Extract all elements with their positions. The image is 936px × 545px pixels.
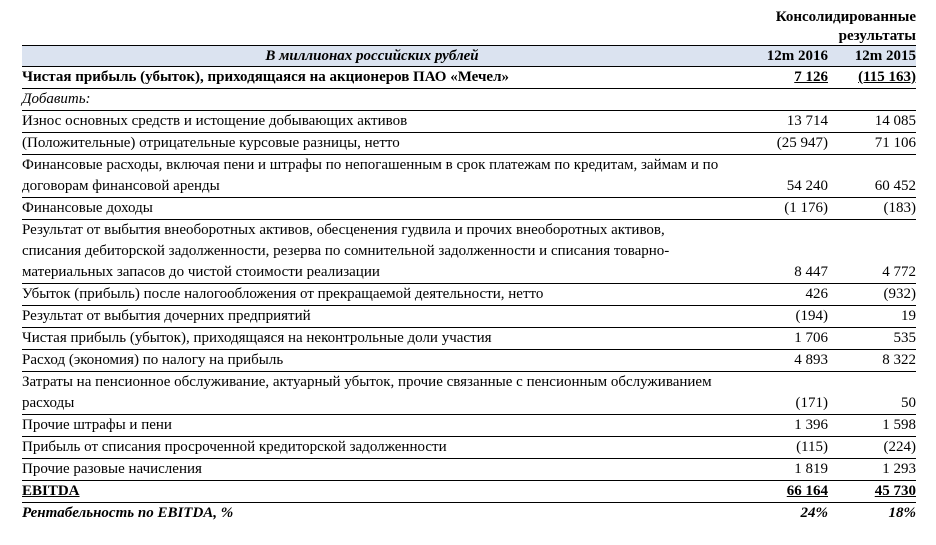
value-2016: 4 893 xyxy=(794,352,828,368)
value-2016: 24% xyxy=(800,505,828,521)
unit-label: В миллионах российских рублей xyxy=(265,48,479,64)
value-2015: 19 xyxy=(901,308,916,324)
value-2016: (25 947) xyxy=(776,135,828,151)
table-row xyxy=(22,437,916,459)
table-row xyxy=(22,372,916,415)
column-header-2016: 12m 2016 xyxy=(766,48,828,64)
value-2015: (183) xyxy=(883,200,916,216)
row-label: Результат от выбытия внеоборотных активов, обесценения гудвила и прочих внеоборотных активов, списания дебиторской задолженности, резерва по сомнительной задолженности и списания товарно-материальных запасов до чистой стоимости реализации xyxy=(22,222,670,280)
row-label: Расход (экономия) по налогу на прибыль xyxy=(22,352,284,368)
value-2015: (115 163) xyxy=(858,69,916,85)
value-2016: (1 176) xyxy=(784,200,828,216)
value-2016: 426 xyxy=(805,286,828,302)
value-2015: 535 xyxy=(893,330,916,346)
table-row-ebitda xyxy=(22,481,916,503)
table-header-row xyxy=(22,45,916,67)
table-row xyxy=(22,220,916,284)
table-row xyxy=(22,350,916,372)
value-2016: (194) xyxy=(795,308,828,324)
table-row xyxy=(22,133,916,155)
row-label: Износ основных средств и истощение добывающих активов xyxy=(22,113,408,129)
table-row-ebitda-margin xyxy=(22,503,916,524)
row-label: Добавить: xyxy=(22,91,91,107)
row-label: Прочие разовые начисления xyxy=(22,461,202,477)
value-2016: 1 706 xyxy=(794,330,828,346)
value-2015: 4 772 xyxy=(882,264,916,280)
table-row xyxy=(22,459,916,481)
row-label: (Положительные) отрицательные курсовые разницы, нетто xyxy=(22,135,400,151)
row-label: Чистая прибыль (убыток), приходящаяся на неконтрольные доли участия xyxy=(22,330,492,346)
table-row xyxy=(22,111,916,133)
row-label: Прочие штрафы и пени xyxy=(22,417,172,433)
financial-table xyxy=(22,0,916,524)
table-row-net-profit xyxy=(22,67,916,89)
row-label: Убыток (прибыль) после налогообложения от прекращаемой деятельности, нетто xyxy=(22,286,544,302)
value-2016: 7 126 xyxy=(794,69,828,85)
row-label: Чистая прибыль (убыток), приходящаяся на акционеров ПАО «Мечел» xyxy=(22,69,509,85)
value-2015: (224) xyxy=(883,439,916,455)
value-2016: 1 819 xyxy=(794,461,828,477)
value-2015: 1 293 xyxy=(882,461,916,477)
value-2015: 14 085 xyxy=(874,113,916,129)
column-header-2015: 12m 2015 xyxy=(854,48,916,64)
table-row xyxy=(22,155,916,198)
table-row-add xyxy=(22,89,916,111)
value-2016: 1 396 xyxy=(794,417,828,433)
row-label: Финансовые расходы, включая пени и штрафы по непогашенным в срок платежам по кредитам, займам и по договорам финансовой аренды xyxy=(22,157,719,194)
row-label: EBITDA xyxy=(22,483,80,499)
value-2016: 66 164 xyxy=(786,483,828,499)
table-row xyxy=(22,284,916,306)
value-2015: 18% xyxy=(888,505,916,521)
row-label: Результат от выбытия дочерних предприятий xyxy=(22,308,311,324)
row-label: Прибыль от списания просроченной кредиторской задолженности xyxy=(22,439,447,455)
value-2015: 71 106 xyxy=(874,135,916,151)
row-label: Рентабельность по EBITDA, % xyxy=(22,505,234,521)
value-2016: 54 240 xyxy=(786,178,828,194)
value-2015: 50 xyxy=(901,395,916,411)
table-header-top xyxy=(22,0,916,45)
table-row xyxy=(22,306,916,328)
value-2016: (171) xyxy=(795,395,828,411)
row-label: Финансовые доходы xyxy=(22,200,153,216)
value-2016: 13 714 xyxy=(786,113,828,129)
table-row xyxy=(22,328,916,350)
consolidated-results-heading: Консолидированные результаты xyxy=(775,9,916,44)
value-2015: 60 452 xyxy=(874,178,916,194)
value-2015: 1 598 xyxy=(882,417,916,433)
value-2016: 8 447 xyxy=(794,264,828,280)
value-2015: (932) xyxy=(883,286,916,302)
value-2015: 8 322 xyxy=(882,352,916,368)
value-2015: 45 730 xyxy=(874,483,916,499)
table-row xyxy=(22,415,916,437)
value-2016: (115) xyxy=(796,439,828,455)
table-row xyxy=(22,198,916,220)
row-label: Затраты на пенсионное обслуживание, актуарный убыток, прочие связанные с пенсионным обслуживанием расходы xyxy=(22,374,712,411)
